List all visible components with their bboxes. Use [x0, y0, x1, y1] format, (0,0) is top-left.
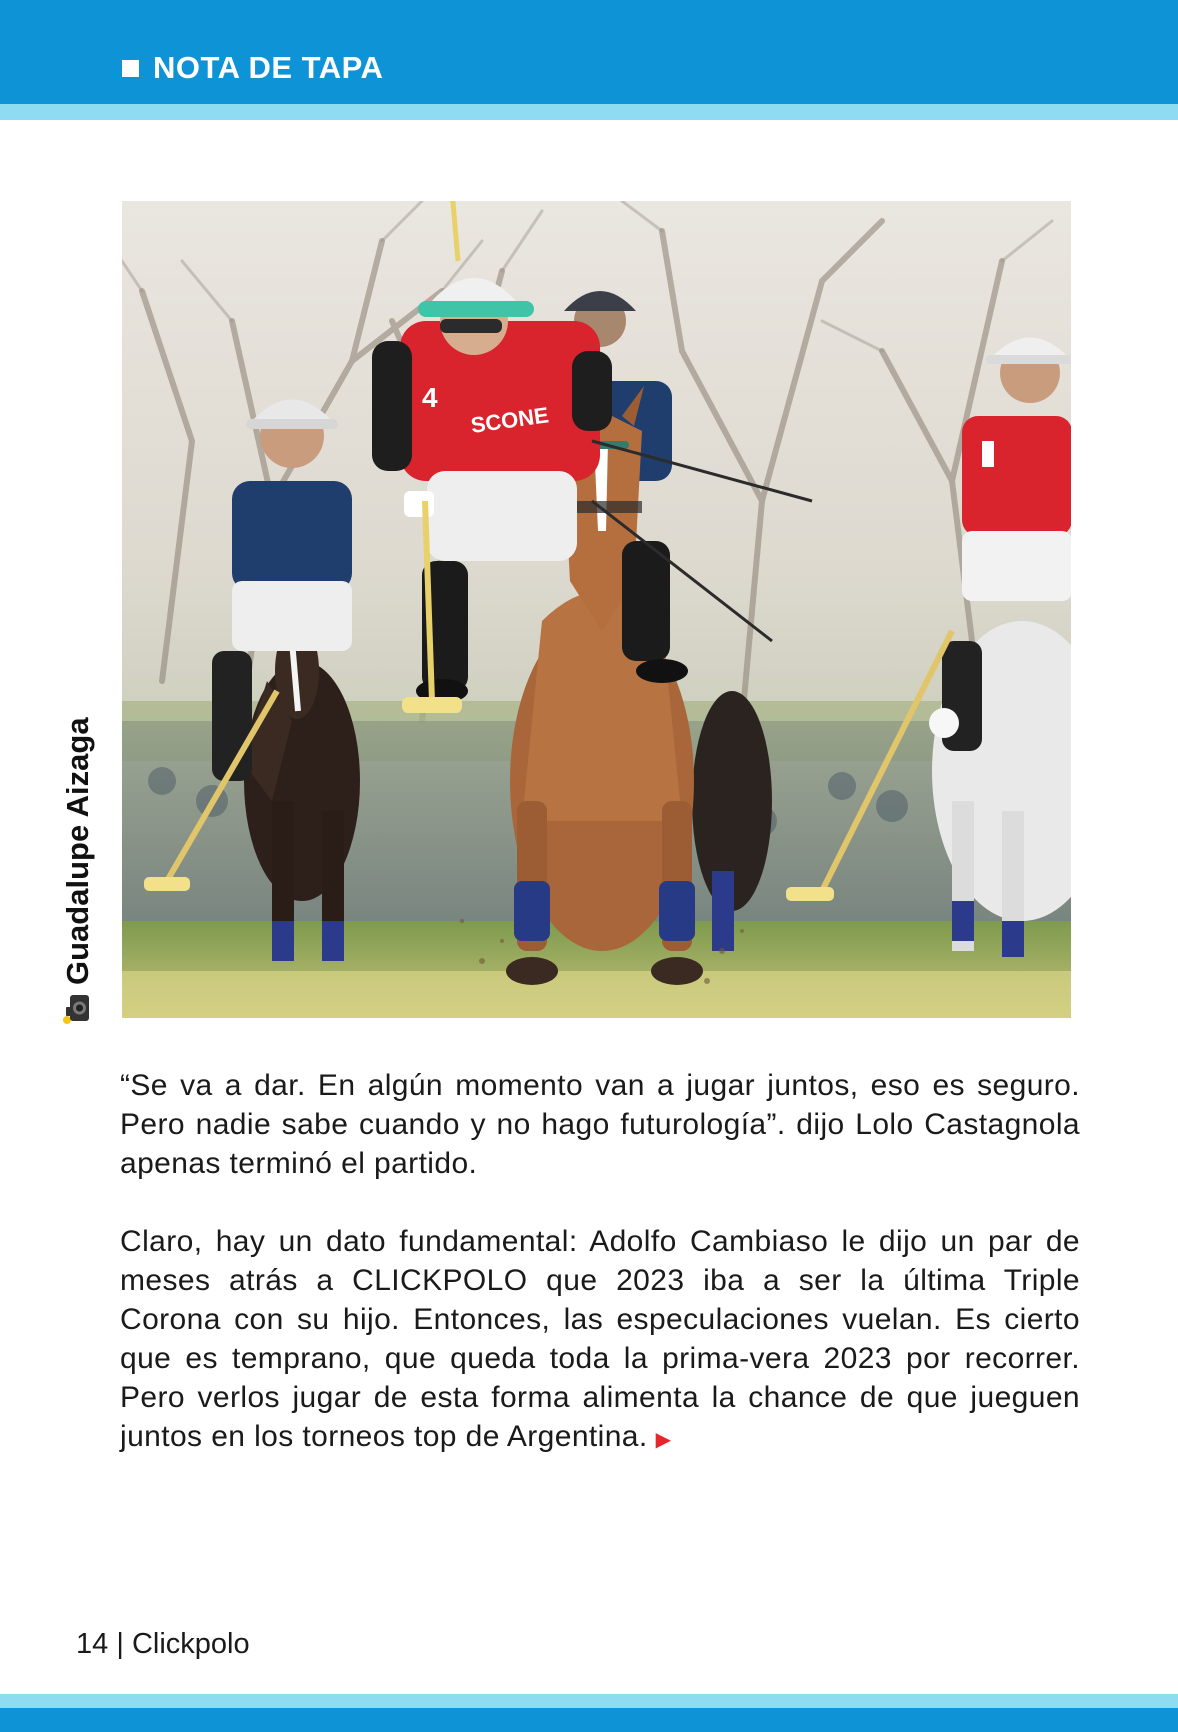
page-footer [76, 1628, 250, 1661]
section-label-text: NOTA DE TAPA [153, 50, 384, 85]
square-bullet-icon [122, 60, 139, 77]
photo-credit-name: Guadalupe Aizaga [60, 717, 95, 985]
header-stripe [0, 104, 1178, 120]
polo-match-photo [122, 201, 1071, 1018]
camera-icon [61, 993, 96, 1025]
jersey-number: 4 [422, 382, 438, 413]
article-paragraph-1: “Se va a dar. En algún momento van a jugar juntos, eso es seguro. Pero nadie sabe cuando y no hago futurología”. dijo Lolo Castagnola apenas terminó el partido. [120, 1069, 1080, 1180]
footer-bar [0, 1708, 1178, 1732]
publication-name: Clickpolo [131, 1628, 250, 1660]
end-of-article-icon: ▶ [655, 1429, 672, 1451]
article-paragraph-2-text: Claro, hay un dato fundamental: Adolfo Cambiaso le dijo un par de meses atrás a CLICKPOLO que 2023 iba a ser la última Triple Corona con su hijo. Entonces, las especulaciones vuelan. Es cierto que es temprano, que queda toda la prima-vera 2023 por recorrer. Pero verlos jugar de esta forma alimenta la chance de que jueguen juntos en los torneos top de Argentina. [120, 1225, 1080, 1453]
footer-separator: | [116, 1628, 124, 1660]
jersey-sponsor: SCONE [469, 402, 551, 438]
footer-stripe [0, 1694, 1178, 1708]
section-label [122, 48, 383, 88]
article-body [120, 1066, 1080, 1460]
page-number: 14 [76, 1628, 109, 1660]
photo-credit [58, 620, 98, 1025]
article-paragraph-2 [120, 1222, 1080, 1460]
